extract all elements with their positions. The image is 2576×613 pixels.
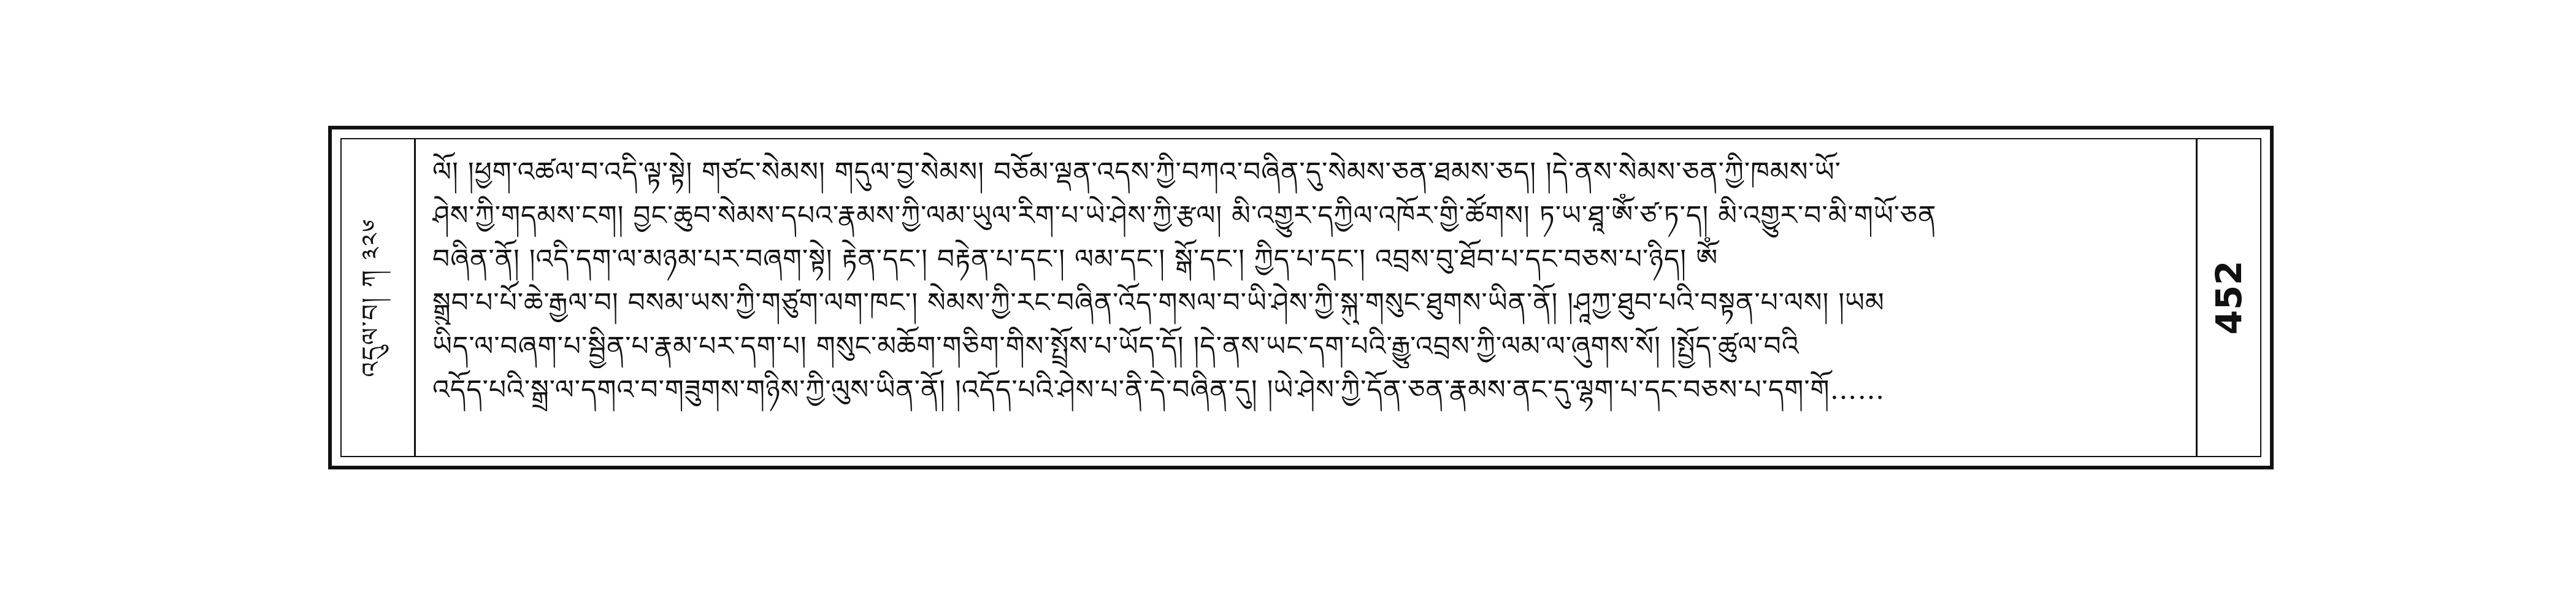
text-body <box>420 139 2191 456</box>
left-margin <box>342 139 416 456</box>
left-margin-label: འདུལ་བ། ཀ ༣༢༦ <box>357 218 386 377</box>
text-line-6: འདོད་པའི་སྒྲ་ལ་དགའ་བ་གཟུགས་གཉིས་ཀྱི་ལུས་ཡིན་ནོ། །འདོད་པའི་ཤེས་པ་ནི་དེ་བཞིན་དུ། །ཡེ་ཤེས་ཀྱི་དོན་ཅན་རྣམས་ནང་དུ་ལྷག་པ་དང་བཅས་པ་དག་གོ…… <box>432 374 1885 406</box>
page-number: 452 <box>2208 260 2250 335</box>
right-margin <box>2196 139 2260 456</box>
text-line-5: ཡིད་ལ་བཞག་པ་སྦྱིན་པ་རྣམ་པར་དག་པ། གསུང་མཆོག་གཅིག་གིས་སྤྲོས་པ་ཡོད་དོ། །དེ་ནས་ཡང་དག་པའི་རྒྱུ་འབྲས་ཀྱི་ལམ་ལ་ཞུགས་སོ། །སྤྱོད་ཚུལ་བའི <box>432 331 1800 362</box>
text-line-3: བཞིན་ནོ། །འདི་དག་ལ་མཉམ་པར་བཞག་སྟེ། རྟེན་དང་། བརྟེན་པ་དང་། ལམ་དང་། སྒོ་དང་། ཀྱིད་པ་དང་། འབྲས་བུ་ཐོབ་པ་དང་བཅས་པ་ཉིད། ཨོཾ <box>432 244 1719 275</box>
text-line-2: ཤེས་ཀྱི་གདམས་ངག། བྱང་ཆུབ་སེམས་དཔའ་རྣམས་ཀྱི་ལམ་ཡུལ་རིག་པ་ཡེ་ཤེས་ཀྱི་རྩལ། མི་འགྱུར་དཀྱིལ་འཁོར་གྱི་ཚོགས། ཏ་ཡ་ཐཱ་ཨོཾ་ཙ་ཏ་ད། མི་འགྱུར་བ་མི་གཡོ་ཅན <box>432 200 1937 231</box>
text-line-1: ལོ། །ཕྱག་འཚལ་བ་འདི་ལྟ་སྟེ། གཙང་སེམས། གདུལ་བྱ་སེམས། བཅོམ་ལྡན་འདས་ཀྱི་བཀའ་བཞིན་དུ་སེམས་ཅན་ཐམས་ཅད། །དེ་ནས་སེམས་ཅན་ཀྱི་ཁམས་ཡོ་ <box>432 156 1841 188</box>
text-line-4: སྒྲུབ་པ་པོ་ཆེ་རྒྱལ་བ། བསམ་ཡས་ཀྱི་གཙུག་ལག་ཁང་། སེམས་ཀྱི་རང་བཞིན་འོད་གསལ་བ་ཡི་ཤེས་ཀྱི་སྐུ་གསུང་ཐུགས་ཡིན་ནོ། །ཤཱཀྱ་ཐུབ་པའི་བསྟན་པ་ལས། །ཡམ <box>432 287 1885 318</box>
pecha-folio <box>328 126 2274 469</box>
folio-inner-frame <box>340 138 2261 457</box>
